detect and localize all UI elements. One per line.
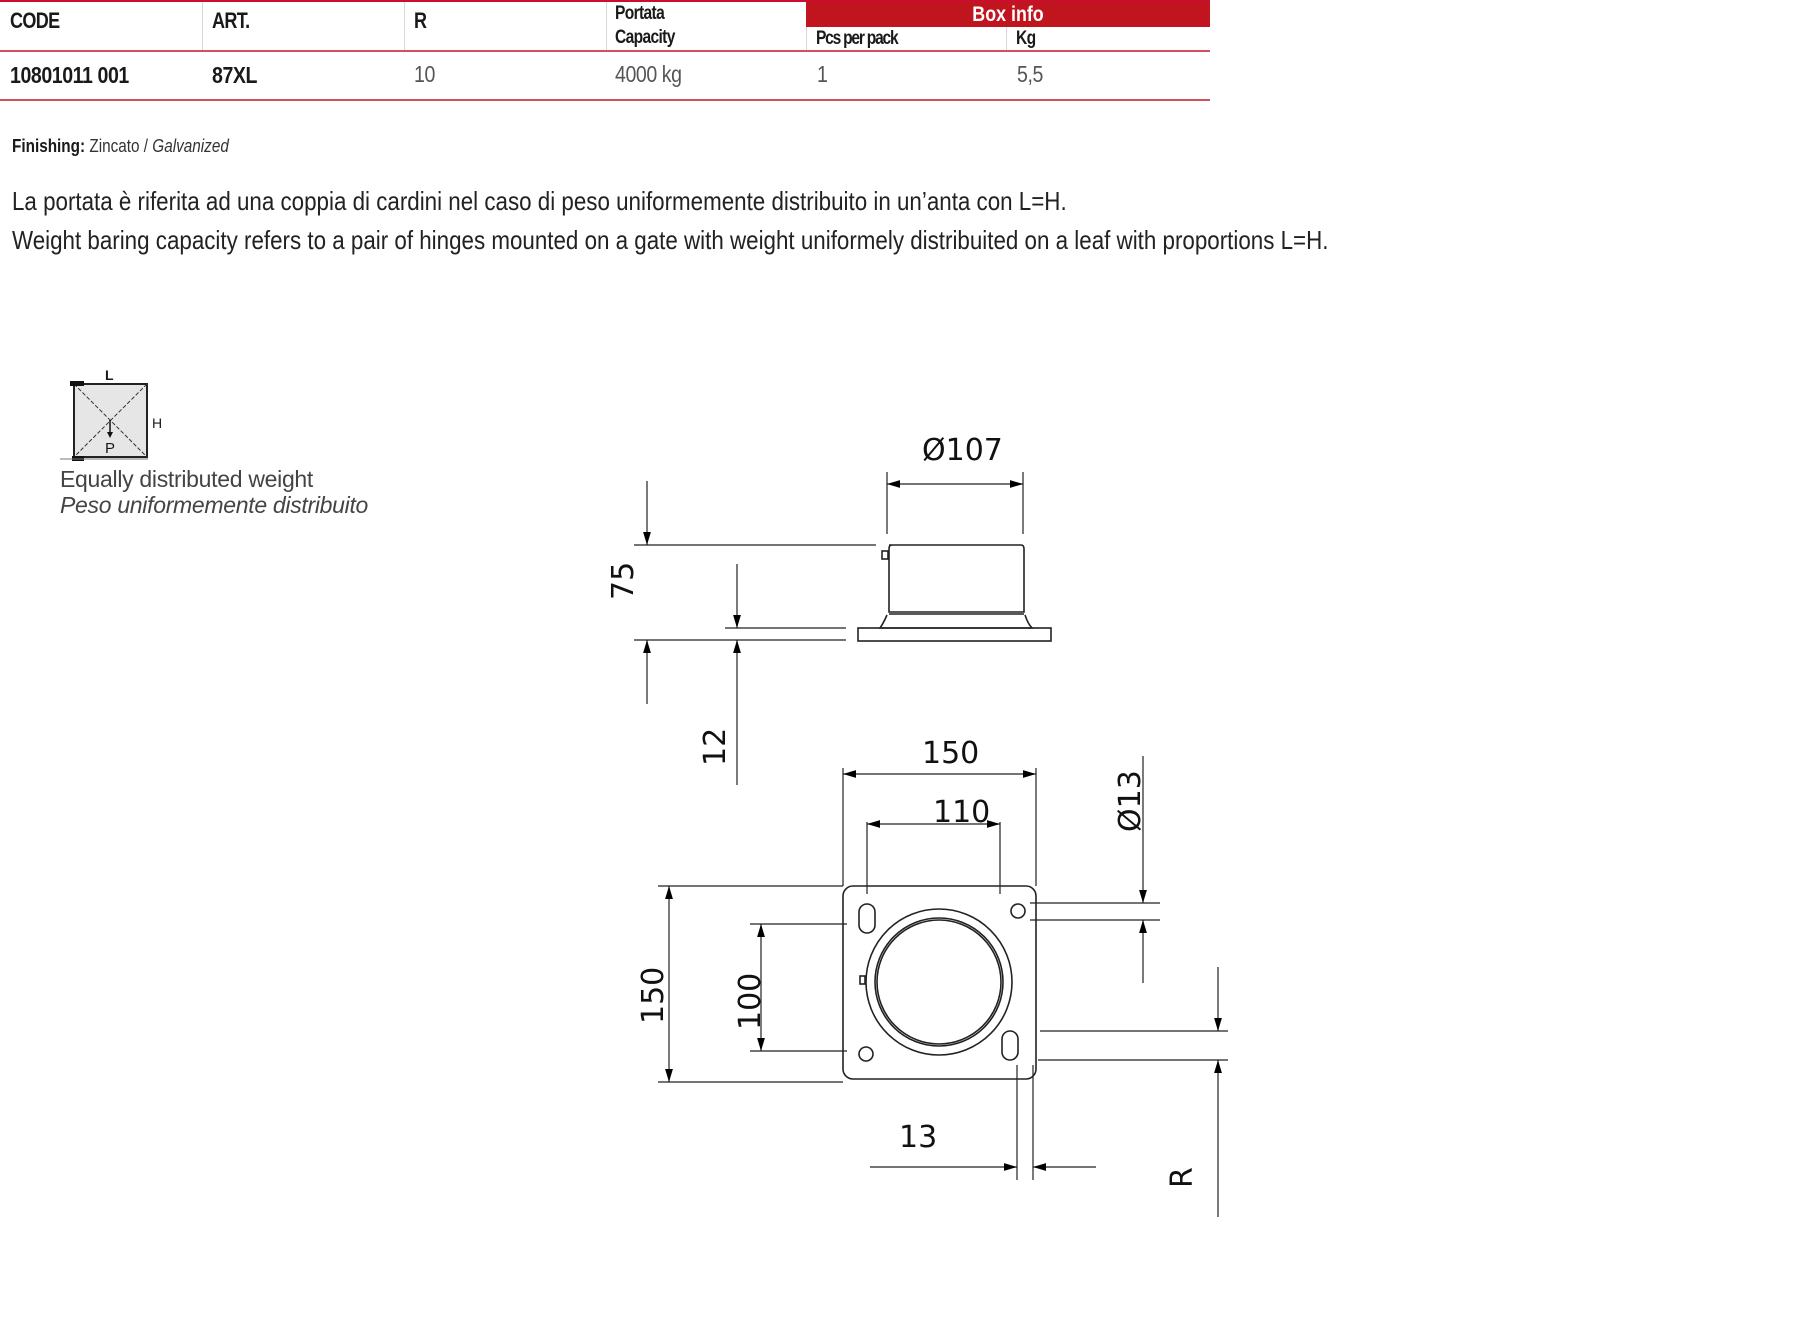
legend-caption-it: Peso uniformemente distribuito: [60, 492, 369, 518]
finishing-value-en: Galvanized: [152, 136, 229, 156]
dim-offset-r: R: [1165, 1167, 1200, 1188]
cylinder-side: [889, 545, 1024, 612]
dim-plate-width-150: 150: [922, 736, 980, 771]
cell-pcs-per-pack: 1: [817, 61, 828, 87]
label-h: H: [152, 415, 163, 431]
header-capacity-en: Capacity: [615, 27, 675, 48]
header-capacity-it: Portata: [615, 3, 665, 24]
header-kg: Kg: [1016, 28, 1036, 49]
dim-hole-diameter-13: Ø13: [1113, 770, 1148, 832]
slot-hole: [859, 904, 875, 933]
slot-hole: [1002, 1031, 1018, 1060]
dim-slot-width-13: 13: [899, 1120, 938, 1155]
label-l: L: [105, 367, 114, 383]
box-info-header: Box info: [806, 2, 1210, 27]
cell-art: 87XL: [212, 62, 258, 88]
dim-hole-spacing-100: 100: [733, 972, 768, 1030]
dim-diameter-107: Ø107: [922, 433, 1003, 468]
label-p: P: [105, 440, 116, 457]
round-hole: [859, 1047, 873, 1061]
legend-caption-en: Equally distributed weight: [60, 466, 314, 492]
dim-plate-height-150: 150: [636, 966, 671, 1024]
description-it: La portata è riferita ad una coppia di cardini nel caso di peso uniformemente distribuito in un’anta con L=H.: [12, 186, 1067, 216]
header-pcs-per-pack: Pcs per pack: [816, 28, 898, 49]
round-hole: [1011, 904, 1025, 918]
cell-kg: 5,5: [1017, 61, 1043, 87]
cell-capacity: 4000 kg: [615, 61, 682, 87]
pin-side: [882, 551, 888, 559]
dim-height-75: 75: [606, 561, 641, 600]
header-art: ART.: [212, 8, 250, 33]
cell-r: 10: [414, 61, 435, 87]
header-code: CODE: [10, 8, 60, 33]
finishing-value-it: Zincato /: [89, 136, 149, 156]
dim-thickness-12: 12: [698, 727, 733, 766]
dim-hole-spacing-110: 110: [933, 795, 991, 830]
description-en: Weight baring capacity refers to a pair of hinges mounted on a gate with weight uniformely distribuited on a leaf with proportions L=H.: [12, 225, 1329, 255]
finishing-label: Finishing:: [12, 136, 86, 156]
flange-side: [858, 628, 1051, 641]
header-r: R: [414, 8, 427, 33]
cell-code: 10801011 001: [10, 62, 129, 88]
